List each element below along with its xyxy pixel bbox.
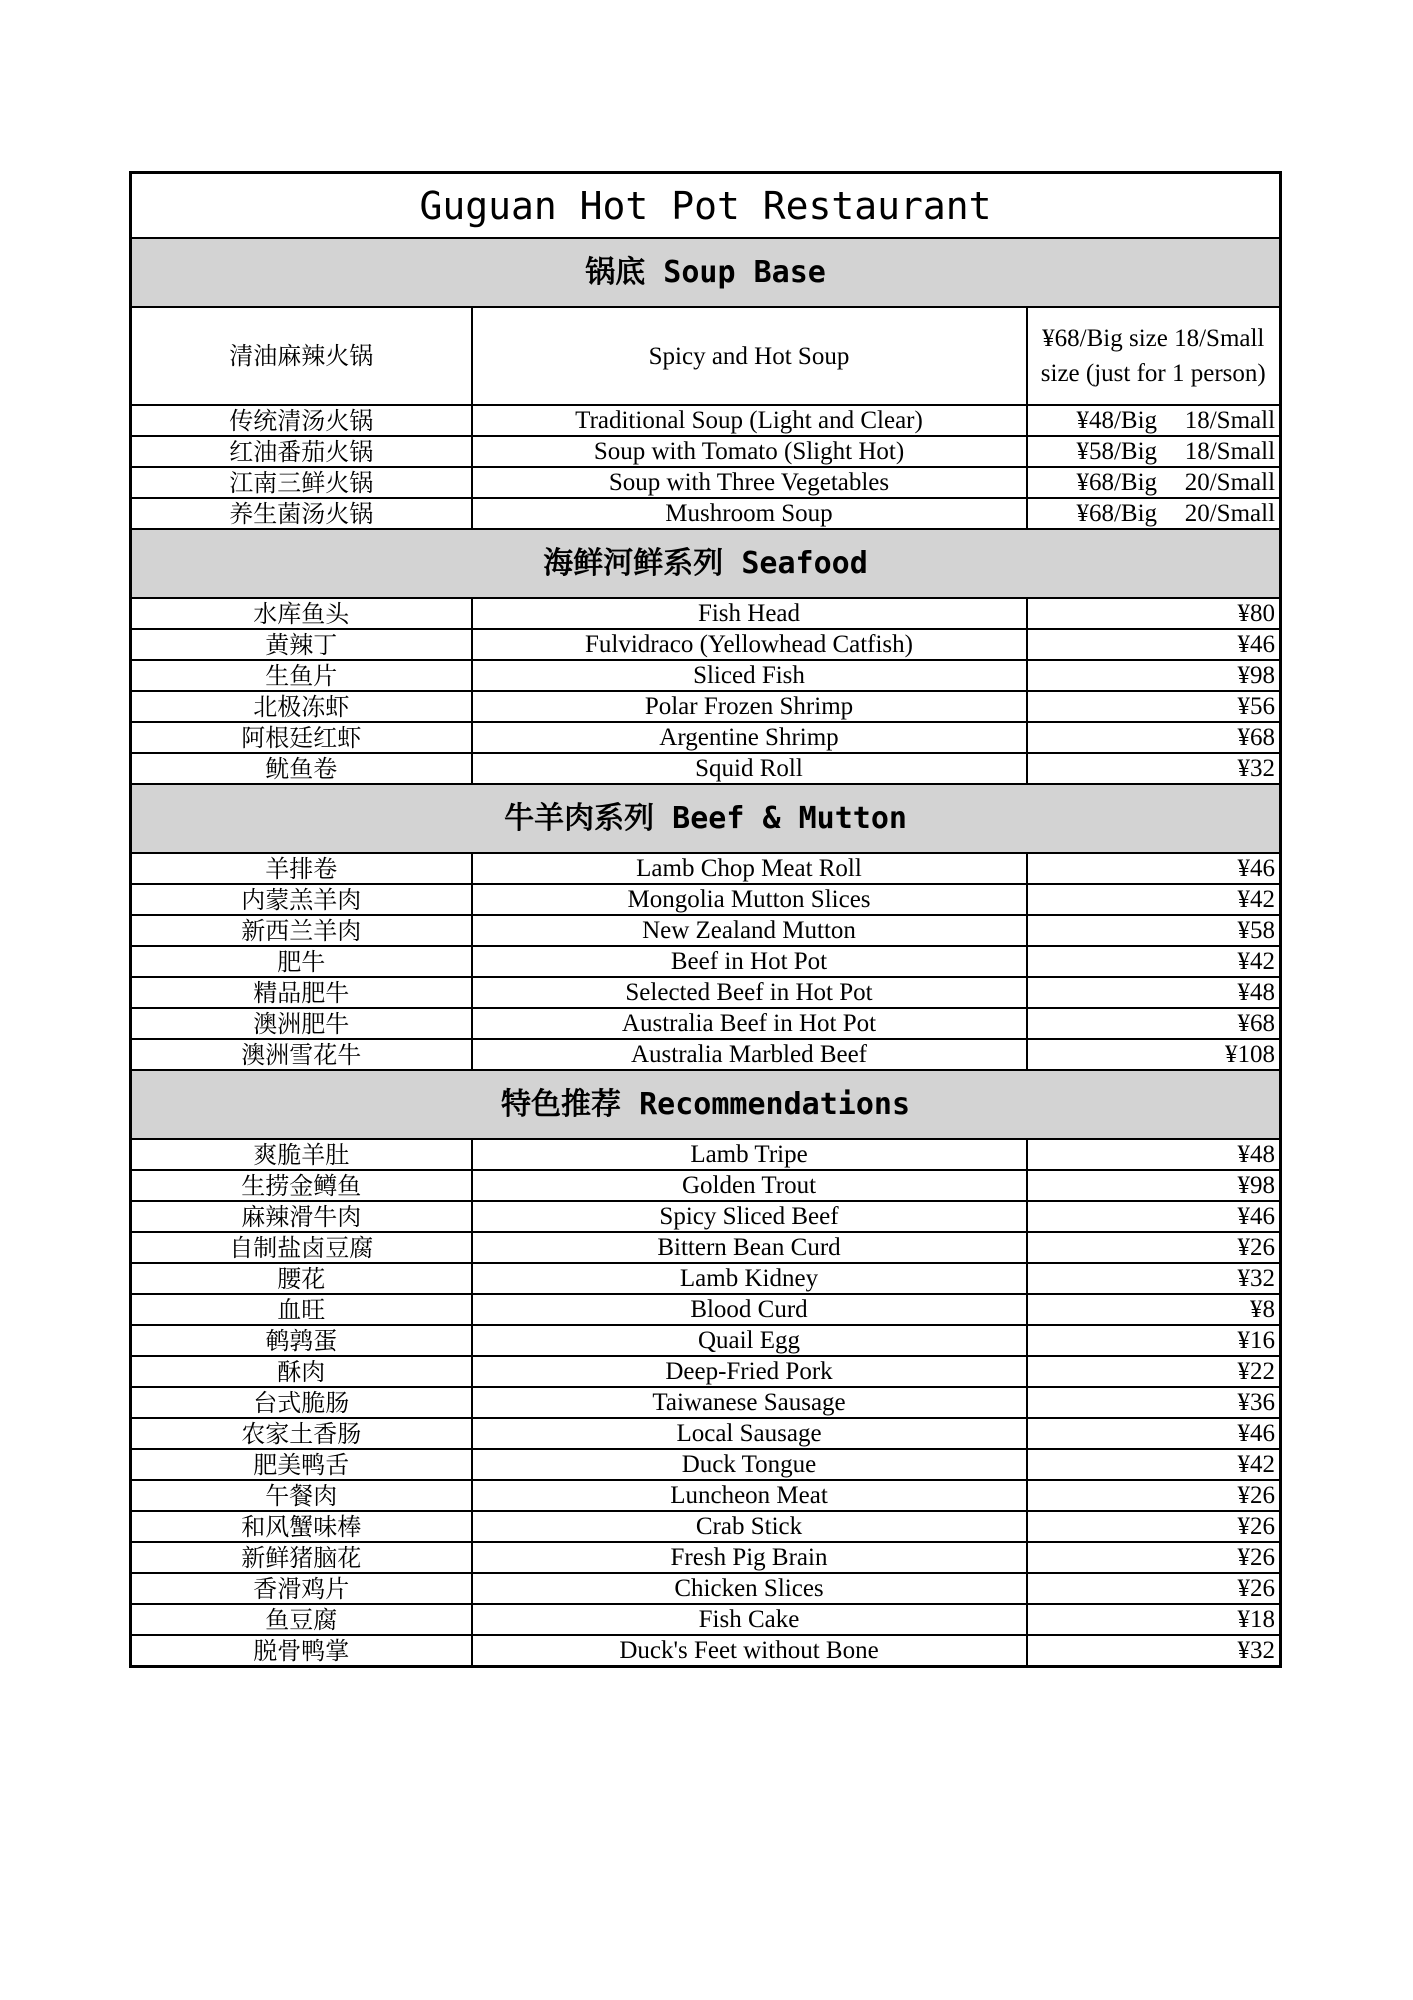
item-name-english: Mushroom Soup xyxy=(472,498,1027,529)
item-price xyxy=(1027,467,1281,498)
item-name-chinese: 澳洲雪花牛 xyxy=(131,1039,472,1070)
item-price: ¥46 xyxy=(1027,629,1281,660)
menu-row xyxy=(131,467,1281,498)
item-name-english: Luncheon Meat xyxy=(472,1480,1027,1511)
item-price: ¥80 xyxy=(1027,598,1281,629)
item-price xyxy=(1027,498,1281,529)
item-name-chinese: 自制盐卤豆腐 xyxy=(131,1232,472,1263)
item-name-english: Crab Stick xyxy=(472,1511,1027,1542)
item-name-chinese: 鱿鱼卷 xyxy=(131,753,472,784)
item-name-english: Fresh Pig Brain xyxy=(472,1542,1027,1573)
menu-row xyxy=(131,405,1281,436)
item-name-chinese: 肥美鸭舌 xyxy=(131,1449,472,1480)
item-name-english: Polar Frozen Shrimp xyxy=(472,691,1027,722)
item-name-english: Selected Beef in Hot Pot xyxy=(472,977,1027,1008)
menu-row xyxy=(131,1387,1281,1418)
item-name-chinese: 传统清汤火锅 xyxy=(131,405,472,436)
item-name-chinese: 酥肉 xyxy=(131,1356,472,1387)
menu-row xyxy=(131,1356,1281,1387)
price-big: ¥68/Big xyxy=(1076,469,1158,496)
item-name-english: Australia Beef in Hot Pot xyxy=(472,1008,1027,1039)
menu-row xyxy=(131,1139,1281,1170)
item-name-english: Bittern Bean Curd xyxy=(472,1232,1027,1263)
menu-row xyxy=(131,307,1281,405)
item-price: ¥68 xyxy=(1027,722,1281,753)
item-price: ¥8 xyxy=(1027,1294,1281,1325)
menu-row xyxy=(131,1573,1281,1604)
item-name-english: Spicy Sliced Beef xyxy=(472,1201,1027,1232)
item-name-english: Lamb Kidney xyxy=(472,1263,1027,1294)
item-name-chinese: 麻辣滑牛肉 xyxy=(131,1201,472,1232)
menu-row xyxy=(131,884,1281,915)
item-name-chinese: 羊排卷 xyxy=(131,853,472,884)
item-name-chinese: 阿根廷红虾 xyxy=(131,722,472,753)
menu-row xyxy=(131,1449,1281,1480)
item-price: ¥32 xyxy=(1027,1635,1281,1667)
section-heading: 海鲜河鲜系列 Seafood xyxy=(131,529,1281,598)
menu-row xyxy=(131,1635,1281,1667)
item-name-chinese: 澳洲肥牛 xyxy=(131,1008,472,1039)
item-name-english: Spicy and Hot Soup xyxy=(472,307,1027,405)
item-name-english: Soup with Tomato (Slight Hot) xyxy=(472,436,1027,467)
section-heading: 锅底 Soup Base xyxy=(131,238,1281,307)
item-price: ¥98 xyxy=(1027,660,1281,691)
item-name-english: Lamb Tripe xyxy=(472,1139,1027,1170)
item-name-chinese: 肥牛 xyxy=(131,946,472,977)
item-price: ¥48 xyxy=(1027,1139,1281,1170)
menu-row xyxy=(131,1511,1281,1542)
item-price: ¥26 xyxy=(1027,1511,1281,1542)
item-name-chinese: 鹌鹑蛋 xyxy=(131,1325,472,1356)
item-price: ¥22 xyxy=(1027,1356,1281,1387)
menu-row xyxy=(131,722,1281,753)
section-heading: 特色推荐 Recommendations xyxy=(131,1070,1281,1139)
item-price: ¥46 xyxy=(1027,853,1281,884)
item-name-chinese: 生捞金鳟鱼 xyxy=(131,1170,472,1201)
item-name-english: Golden Trout xyxy=(472,1170,1027,1201)
section-header-row xyxy=(131,784,1281,853)
menu-row xyxy=(131,1294,1281,1325)
item-name-chinese: 江南三鲜火锅 xyxy=(131,467,472,498)
item-name-chinese: 清油麻辣火锅 xyxy=(131,307,472,405)
item-name-chinese: 黄辣丁 xyxy=(131,629,472,660)
price-big: ¥68/Big xyxy=(1076,500,1158,527)
menu-row xyxy=(131,853,1281,884)
menu-title: Guguan Hot Pot Restaurant xyxy=(131,173,1281,239)
item-price xyxy=(1027,405,1281,436)
item-name-english: Chicken Slices xyxy=(472,1573,1027,1604)
item-price: ¥48 xyxy=(1027,977,1281,1008)
item-name-english: Fulvidraco (Yellowhead Catfish) xyxy=(472,629,1027,660)
item-name-chinese: 农家土香肠 xyxy=(131,1418,472,1449)
price-big: ¥58/Big xyxy=(1076,438,1158,465)
item-name-english: Australia Marbled Beef xyxy=(472,1039,1027,1070)
item-name-english: Beef in Hot Pot xyxy=(472,946,1027,977)
item-name-english: Fish Cake xyxy=(472,1604,1027,1635)
menu-row xyxy=(131,498,1281,529)
item-name-english: Deep-Fried Pork xyxy=(472,1356,1027,1387)
menu-row xyxy=(131,1480,1281,1511)
item-price xyxy=(1027,436,1281,467)
item-name-chinese: 香滑鸡片 xyxy=(131,1573,472,1604)
item-price: ¥18 xyxy=(1027,1604,1281,1635)
menu-row xyxy=(131,1604,1281,1635)
item-name-english: Soup with Three Vegetables xyxy=(472,467,1027,498)
item-price: ¥42 xyxy=(1027,1449,1281,1480)
item-name-english: Sliced Fish xyxy=(472,660,1027,691)
item-name-english: Blood Curd xyxy=(472,1294,1027,1325)
item-name-chinese: 北极冻虾 xyxy=(131,691,472,722)
item-name-english: Local Sausage xyxy=(472,1418,1027,1449)
item-price: ¥98 xyxy=(1027,1170,1281,1201)
item-name-english: Fish Head xyxy=(472,598,1027,629)
section-heading: 牛羊肉系列 Beef & Mutton xyxy=(131,784,1281,853)
menu-row xyxy=(131,977,1281,1008)
item-name-english: Duck Tongue xyxy=(472,1449,1027,1480)
item-name-english: New Zealand Mutton xyxy=(472,915,1027,946)
item-name-chinese: 血旺 xyxy=(131,1294,472,1325)
item-name-chinese: 腰花 xyxy=(131,1263,472,1294)
menu-row xyxy=(131,660,1281,691)
menu-row xyxy=(131,1418,1281,1449)
item-price: ¥68/Big size 18/Small size (just for 1 person) xyxy=(1027,307,1281,405)
item-price: ¥58 xyxy=(1027,915,1281,946)
item-name-english: Mongolia Mutton Slices xyxy=(472,884,1027,915)
item-name-english: Lamb Chop Meat Roll xyxy=(472,853,1027,884)
price-big: ¥48/Big xyxy=(1076,407,1158,434)
price-small: 20/Small xyxy=(1184,500,1276,527)
menu-table xyxy=(129,171,1282,1668)
item-price: ¥16 xyxy=(1027,1325,1281,1356)
item-price: ¥26 xyxy=(1027,1480,1281,1511)
section-header-row xyxy=(131,238,1281,307)
item-name-chinese: 红油番茄火锅 xyxy=(131,436,472,467)
item-name-chinese: 午餐肉 xyxy=(131,1480,472,1511)
item-name-english: Duck's Feet without Bone xyxy=(472,1635,1027,1667)
item-price: ¥108 xyxy=(1027,1039,1281,1070)
section-header-row xyxy=(131,529,1281,598)
item-price: ¥32 xyxy=(1027,1263,1281,1294)
item-name-english: Traditional Soup (Light and Clear) xyxy=(472,405,1027,436)
item-price: ¥46 xyxy=(1027,1418,1281,1449)
item-name-chinese: 台式脆肠 xyxy=(131,1387,472,1418)
menu-row xyxy=(131,1542,1281,1573)
item-name-english: Squid Roll xyxy=(472,753,1027,784)
menu-row xyxy=(131,946,1281,977)
menu-row xyxy=(131,1201,1281,1232)
menu-title-row xyxy=(131,173,1281,239)
item-price: ¥26 xyxy=(1027,1232,1281,1263)
item-name-english: Quail Egg xyxy=(472,1325,1027,1356)
menu-row xyxy=(131,436,1281,467)
menu-row xyxy=(131,915,1281,946)
item-name-chinese: 精品肥牛 xyxy=(131,977,472,1008)
menu-row xyxy=(131,1170,1281,1201)
item-name-chinese: 脱骨鸭掌 xyxy=(131,1635,472,1667)
menu-row xyxy=(131,691,1281,722)
item-name-chinese: 水库鱼头 xyxy=(131,598,472,629)
item-name-chinese: 爽脆羊肚 xyxy=(131,1139,472,1170)
item-price: ¥26 xyxy=(1027,1542,1281,1573)
item-price: ¥32 xyxy=(1027,753,1281,784)
item-name-chinese: 生鱼片 xyxy=(131,660,472,691)
item-name-english: Taiwanese Sausage xyxy=(472,1387,1027,1418)
menu-row xyxy=(131,1232,1281,1263)
item-price: ¥26 xyxy=(1027,1573,1281,1604)
menu-row xyxy=(131,1039,1281,1070)
price-small: 20/Small xyxy=(1184,469,1276,496)
menu-row xyxy=(131,753,1281,784)
item-name-chinese: 新鲜猪脑花 xyxy=(131,1542,472,1573)
item-name-chinese: 鱼豆腐 xyxy=(131,1604,472,1635)
item-name-chinese: 养生菌汤火锅 xyxy=(131,498,472,529)
item-name-english: Argentine Shrimp xyxy=(472,722,1027,753)
menu-row xyxy=(131,1008,1281,1039)
menu-row xyxy=(131,1263,1281,1294)
item-price: ¥56 xyxy=(1027,691,1281,722)
item-name-chinese: 内蒙羔羊肉 xyxy=(131,884,472,915)
item-name-chinese: 新西兰羊肉 xyxy=(131,915,472,946)
item-price: ¥46 xyxy=(1027,1201,1281,1232)
menu-row xyxy=(131,1325,1281,1356)
item-price: ¥42 xyxy=(1027,884,1281,915)
item-price: ¥36 xyxy=(1027,1387,1281,1418)
section-header-row xyxy=(131,1070,1281,1139)
price-small: 18/Small xyxy=(1184,407,1276,434)
menu-row xyxy=(131,598,1281,629)
item-price: ¥42 xyxy=(1027,946,1281,977)
menu-row xyxy=(131,629,1281,660)
item-price: ¥68 xyxy=(1027,1008,1281,1039)
item-name-chinese: 和风蟹味棒 xyxy=(131,1511,472,1542)
price-small: 18/Small xyxy=(1184,438,1276,465)
